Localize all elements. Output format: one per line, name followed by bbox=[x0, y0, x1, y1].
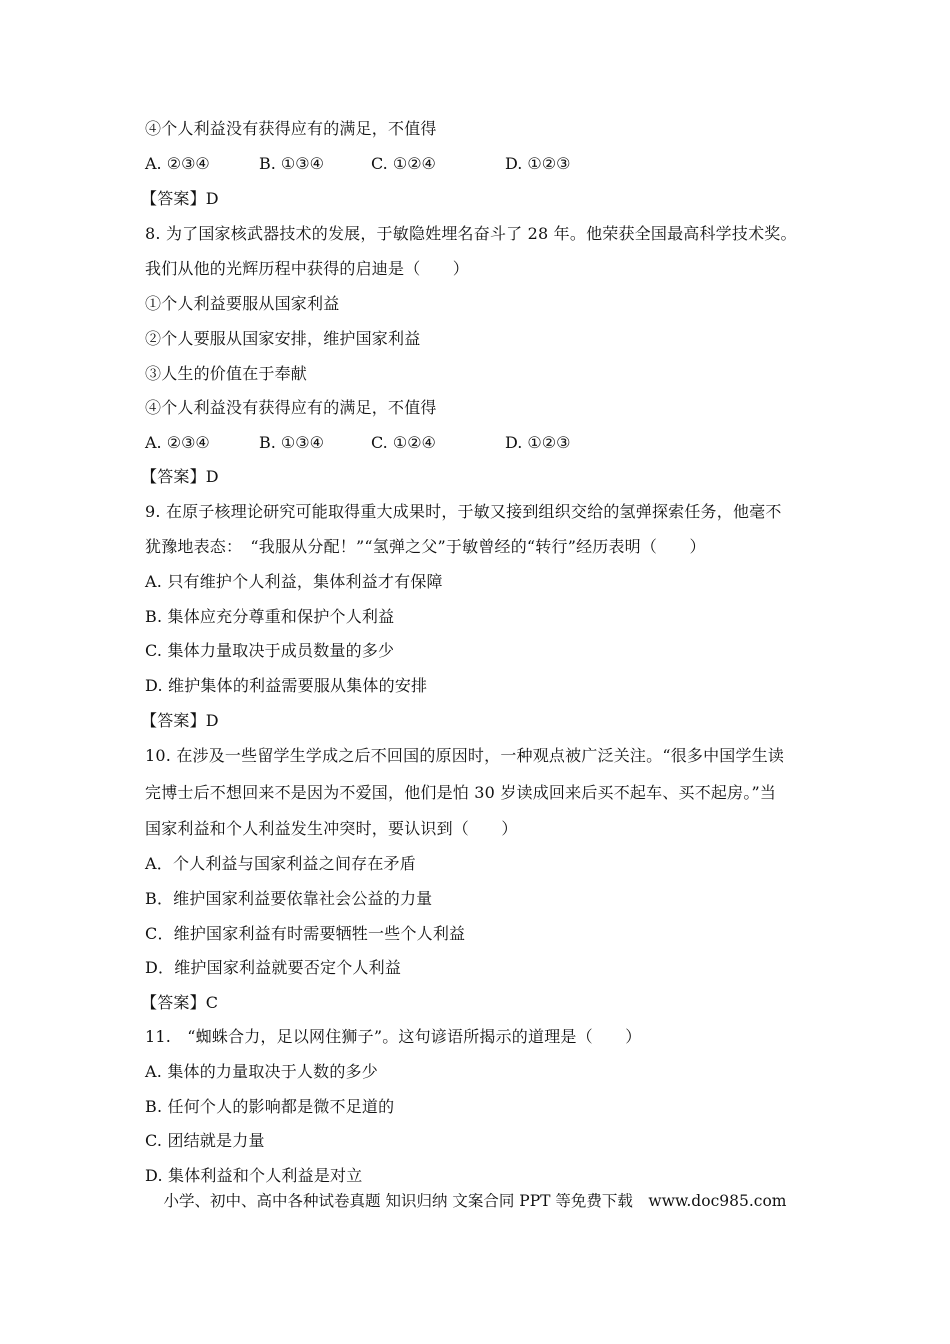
q10-option-b: B．维护国家利益要依靠社会公益的力量 bbox=[145, 889, 433, 908]
q7-choice-d: D. ①②③ bbox=[505, 154, 571, 173]
q10-option-c: C．维护国家利益有时需要牺牲一些个人利益 bbox=[145, 924, 466, 943]
q10-answer: 【答案】C bbox=[141, 993, 219, 1012]
q10-stem-line2: 完博士后不想回来不是因为不爱国，他们是怕 30 岁读成回来后买不起车、买不起房。”当 bbox=[145, 783, 777, 802]
q11-stem: 11. “蜘蛛合力，足以网住狮子”。这句谚语所揭示的道理是（ ） bbox=[145, 1027, 642, 1046]
q9-option-a: A. 只有维护个人利益，集体利益才有保障 bbox=[145, 572, 443, 591]
q11-option-a: A. 集体的力量取决于人数的多少 bbox=[145, 1062, 378, 1081]
q7-answer: 【答案】D bbox=[141, 189, 219, 208]
q7-choice-c: C. ①②④ bbox=[371, 154, 436, 173]
q8-option-1: ①个人利益要服从国家利益 bbox=[145, 294, 340, 313]
q10-stem-line1: 10. 在涉及一些留学生学成之后不回国的原因时，一种观点被广泛关注。“很多中国学生读 bbox=[145, 746, 785, 765]
q8-choice-a: A. ②③④ bbox=[145, 433, 210, 452]
q10-option-d: D．维护国家利益就要否定个人利益 bbox=[145, 958, 402, 977]
q8-choice-b: B. ①③④ bbox=[259, 433, 324, 452]
q8-option-2: ②个人要服从国家安排，维护国家利益 bbox=[145, 329, 421, 348]
q9-option-d: D. 维护集体的利益需要服从集体的安排 bbox=[145, 676, 428, 695]
q8-stem-line2: 我们从他的光辉历程中获得的启迪是（ ） bbox=[145, 259, 470, 278]
q11-option-b: B. 任何个人的影响都是微不足道的 bbox=[145, 1097, 395, 1116]
q9-stem-line2: 犹豫地表态： “我服从分配！”“氢弹之父”于敏曾经的“转行”经历表明（ ） bbox=[145, 537, 706, 556]
q8-choice-d: D. ①②③ bbox=[505, 433, 571, 452]
q7-option-4: ④个人利益没有获得应有的满足，不值得 bbox=[145, 119, 437, 138]
q7-choice-b: B. ①③④ bbox=[259, 154, 324, 173]
page-footer: 小学、初中、高中各种试卷真题 知识归纳 文案合同 PPT 等免费下载 www.doc985.com bbox=[163, 1192, 787, 1210]
q10-stem-line3: 国家利益和个人利益发生冲突时，要认识到（ ） bbox=[145, 819, 518, 838]
q9-option-b: B. 集体应充分尊重和保护个人利益 bbox=[145, 607, 395, 626]
q8-option-3: ③人生的价值在于奉献 bbox=[145, 364, 308, 383]
q9-answer: 【答案】D bbox=[141, 711, 219, 730]
q8-answer: 【答案】D bbox=[141, 467, 219, 486]
q9-option-c: C. 集体力量取决于成员数量的多少 bbox=[145, 641, 395, 660]
q7-choice-a: A. ②③④ bbox=[145, 154, 210, 173]
q8-stem-line1: 8. 为了国家核武器技术的发展，于敏隐姓埋名奋斗了 28 年。他荣获全国最高科学技术奖。 bbox=[145, 224, 797, 243]
q11-option-d: D. 集体利益和个人利益是对立 bbox=[145, 1166, 363, 1185]
q8-choice-c: C. ①②④ bbox=[371, 433, 436, 452]
q11-option-c: C. 团结就是力量 bbox=[145, 1131, 265, 1150]
q10-option-a: A．个人利益与国家利益之间存在矛盾 bbox=[145, 854, 416, 873]
q8-option-4: ④个人利益没有获得应有的满足，不值得 bbox=[145, 398, 437, 417]
q9-stem-line1: 9. 在原子核理论研究可能取得重大成果时，于敏又接到组织交给的氢弹探索任务，他毫不 bbox=[145, 502, 782, 521]
